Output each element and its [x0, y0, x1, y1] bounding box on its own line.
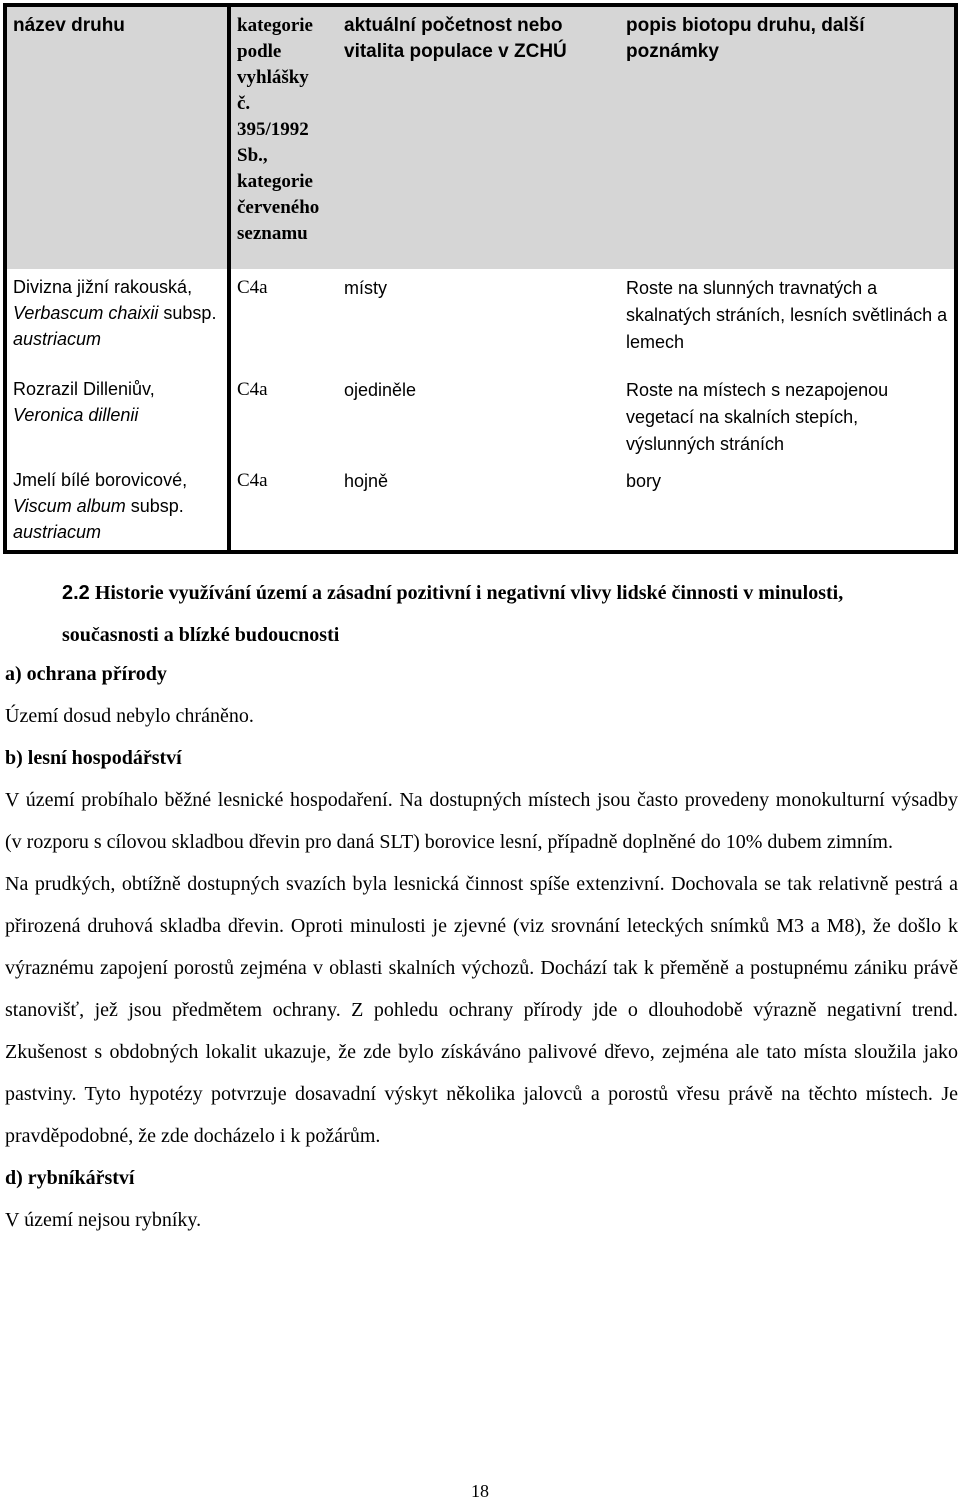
biotope-text: bory [626, 471, 662, 491]
table-row [5, 462, 956, 552]
biotope-text: Roste na místech s nezapojenou vegetací na skalních stepích, výslunných stráních [626, 380, 889, 454]
species-subspecies: austriacum [13, 522, 102, 542]
page-number: 18 [471, 1481, 489, 1501]
subsection-d-text: V území nejsou rybníky. [5, 1209, 202, 1231]
subsection-b-paragraph-2: Na prudkých, obtížně dostupných svazích byla lesnická činnost spíše extenzivní. Dochovala se tak relativně pestrá a přirozená druhová skladba dřevin. Oproti minulosti je zjevné (viz srovnání leteckých snímků M3 a M8), že došlo k výraznému zapojení porostů zejména v oblasti skalních výchozů. Dochází tak k přeměně a postupnému zániku právě stanovišť, jež jsou předmětem ochrany. Z pohledu ochrany přírody jde o dlouhodobě výrazně negativní trend. Zkušenost s obdobných lokalit ukazuje, že zde bylo získáváno palivové dřevo, zejména ale tato místa sloužila jako pastviny. Tyto hypotézy potvrzuje dosavadní výskyt několika jalovců a porostů vřesu právě na těchto místech. Je pravděpodobné, že zde docházelo i k požárům. [5, 873, 958, 1147]
biotope-text: Roste na slunných travnatých a skalnatých stráních, lesních světlinách a lemech [626, 278, 948, 352]
biotope-cell [620, 462, 956, 552]
table-row [5, 269, 956, 371]
category-cell: C4a [237, 470, 268, 491]
section-number: 2.2 [62, 582, 90, 604]
subsection-b-paragraph-1: V území probíhalo běžné lesnické hospodaření. Na dostupných místech jsou často provedeny monokulturní výsadby (v rozporu s cílovou skladbou dřevin pro daná SLT) borovice lesní, případně doplněné do 10% dubem zimním. [5, 789, 958, 853]
biotope-cell [620, 269, 956, 371]
category-cell: C4a [237, 379, 268, 400]
species-name-cell [5, 269, 229, 371]
table-row [5, 371, 956, 462]
abundance-text: ojediněle [344, 380, 417, 400]
abundance-cell [338, 269, 620, 371]
species-latin-name: Veronica dillenii [13, 405, 139, 425]
abundance-cell [338, 371, 620, 462]
abundance-cell [338, 462, 620, 552]
species-subspecies: austriacum [13, 329, 102, 349]
subsection-d-heading: d) rybníkářství [5, 1167, 135, 1189]
species-latin-name: Viscum album [13, 496, 126, 516]
subsection-b-heading: b) lesní hospodářství [5, 747, 182, 769]
subsection-a-heading: a) ochrana přírody [5, 663, 167, 685]
header-abundance: aktuální početnost nebo vitalita populace v ZCHÚ [338, 5, 620, 269]
biotope-cell [620, 371, 956, 462]
header-category-text: kategorie podle vyhlášky č. 395/1992 Sb., kategorie červeného seznamu [237, 15, 320, 244]
category-cell: C4a [237, 277, 268, 298]
subsection-a-text: Území dosud nebylo chráněno. [5, 705, 254, 727]
species-rank: subsp. [130, 496, 184, 516]
species-common-name: Jmelí bílé borovicové, [13, 470, 188, 490]
species-common-name: Rozrazil Dilleniův, [13, 379, 155, 399]
header-category [229, 5, 338, 269]
section-heading [62, 572, 942, 656]
species-rank: subsp. [163, 303, 217, 323]
header-species-name: název druhu [5, 5, 229, 269]
species-name-cell [5, 371, 229, 462]
abundance-text: hojně [344, 471, 389, 491]
table-header-row [5, 5, 956, 269]
species-common-name: Divizna jižní rakouská, [13, 277, 193, 297]
species-name-cell [5, 462, 229, 552]
header-biotope: popis biotopu druhu, další poznámky [620, 5, 956, 269]
species-table [3, 3, 958, 554]
species-latin-name: Verbascum chaixii [13, 303, 159, 323]
section-title-text: Historie využívání území a zásadní pozitivní i negativní vlivy lidské činnosti v minulosti, současnosti a blízké budoucnosti [62, 582, 844, 646]
subsection-a [5, 653, 958, 1241]
abundance-text: místy [344, 278, 387, 298]
